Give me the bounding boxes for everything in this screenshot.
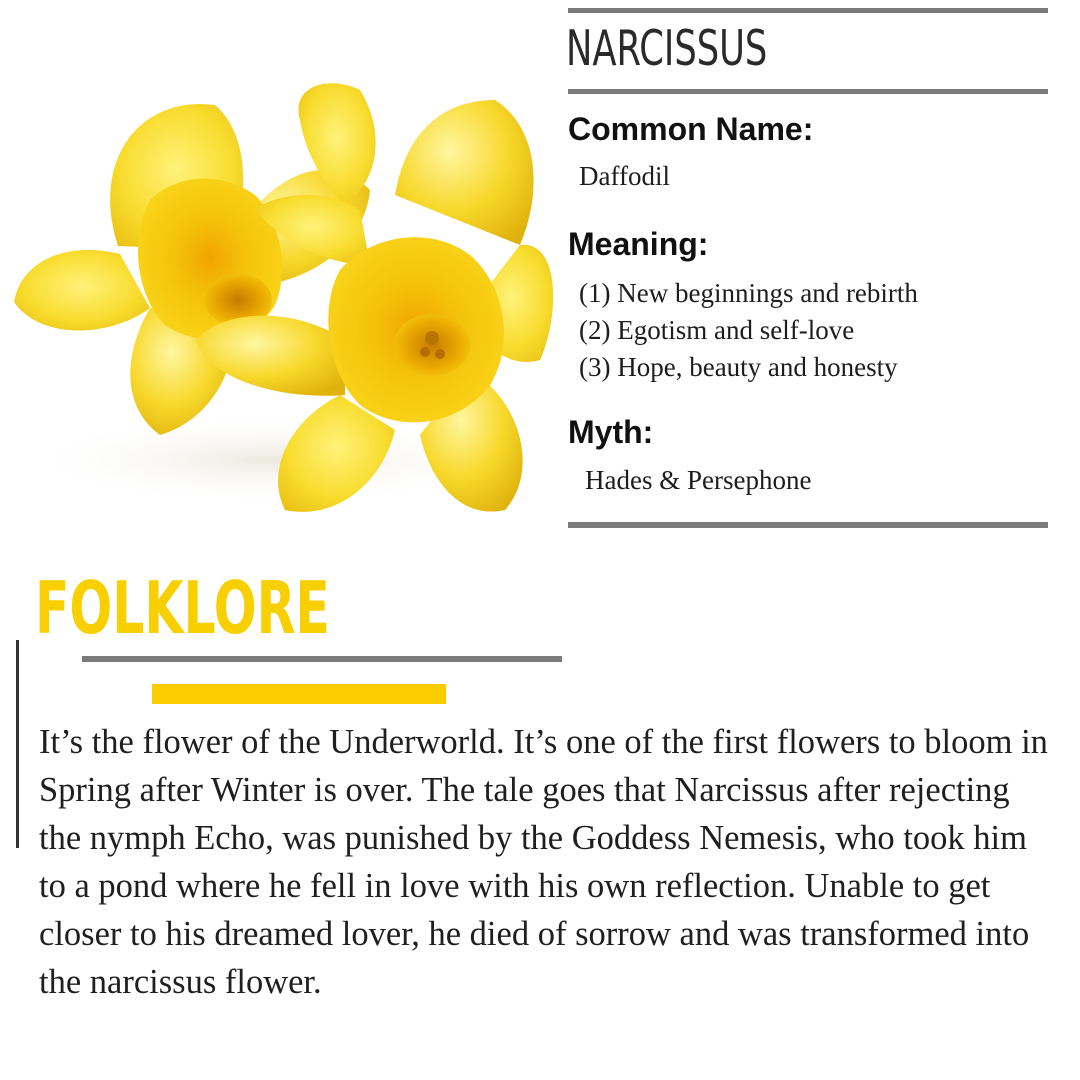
meaning-list — [579, 275, 918, 386]
folklore-story-text: It’s the flower of the Underworld. It’s one of the first flowers to bloom in Spring after Winter is over. The tale goes that Narcissus after rejecting the nymph Echo, was punished by the Goddess Nemesis, who took him to a pond where he fell in love with his own reflection. Unable to get closer to his dreamed lover, he died of sorrow and was transformed into the narcissus flower. — [39, 723, 1048, 1001]
common-name-label: Common Name: — [568, 111, 814, 147]
page-title: NARCISSUS — [566, 20, 768, 77]
folklore-side-line — [16, 640, 19, 848]
profile-bottom-rule — [568, 522, 1048, 528]
folklore-accent-bar — [152, 684, 446, 704]
meaning-item: (3) Hope, beauty and honesty — [579, 352, 898, 382]
meaning-label: Meaning: — [568, 226, 709, 262]
folklore-gray-rule — [82, 656, 562, 662]
common-name-value: Daffodil — [579, 161, 670, 191]
folklore-heading: FOLKLORE — [35, 566, 330, 650]
title-top-rule — [568, 8, 1048, 13]
meaning-item: (2) Egotism and self-love — [579, 315, 855, 345]
myth-value: Hades & Persephone — [585, 465, 812, 495]
daffodil-image — [0, 40, 555, 555]
title-bottom-rule — [568, 89, 1048, 94]
meaning-item: (1) New beginnings and rebirth — [579, 278, 918, 308]
myth-label: Myth: — [568, 414, 654, 450]
